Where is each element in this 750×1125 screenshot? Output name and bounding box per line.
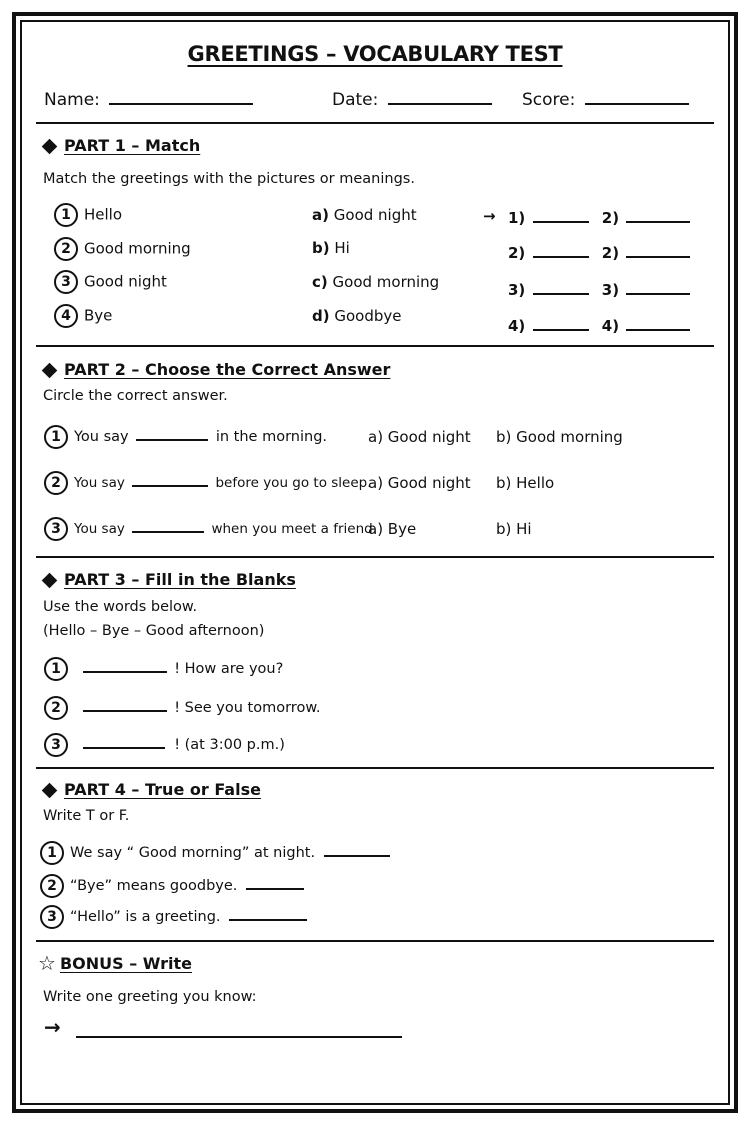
choice-option[interactable]: a) Bye bbox=[368, 520, 417, 538]
match-item: 3 Good night bbox=[54, 270, 167, 294]
name-field[interactable] bbox=[44, 87, 253, 110]
name-label: Name: bbox=[44, 90, 100, 110]
question-row: 3 You say when you meet a friend. bbox=[44, 517, 377, 541]
part3-instruction: Use the words below. bbox=[43, 599, 198, 615]
diamond-icon bbox=[42, 572, 58, 588]
arrow-icon: → bbox=[483, 207, 496, 225]
fill-item: 3 ! (at 3:00 p.m.) bbox=[44, 733, 285, 757]
date-field[interactable] bbox=[332, 87, 492, 110]
divider bbox=[36, 556, 714, 558]
score-label: Score: bbox=[522, 90, 576, 110]
answer-blank[interactable] bbox=[324, 842, 390, 857]
part1-heading: PART 1 – Match bbox=[40, 136, 200, 155]
tf-item: 2 “Bye” means goodbye. bbox=[40, 874, 304, 898]
match-item: 1 Hello bbox=[54, 203, 122, 227]
answer-blank[interactable] bbox=[132, 472, 208, 487]
answer-blank[interactable] bbox=[83, 734, 165, 749]
answer-blank[interactable] bbox=[83, 697, 167, 712]
divider bbox=[36, 122, 714, 124]
divider bbox=[36, 940, 714, 942]
match-item: 4 Bye bbox=[54, 304, 112, 328]
date-blank[interactable] bbox=[388, 87, 492, 105]
word-bank: (Hello – Bye – Good afternoon) bbox=[43, 623, 265, 639]
question-row: 2 You say before you go to sleep. bbox=[44, 471, 372, 495]
arrow-icon: → bbox=[44, 1015, 61, 1039]
part4-instruction: Write T or F. bbox=[43, 808, 130, 824]
answer-blank[interactable] bbox=[136, 426, 208, 441]
choice-option[interactable]: a) Good night bbox=[368, 428, 471, 446]
tf-item: 1 We say “ Good morning” at night. bbox=[40, 841, 390, 865]
divider bbox=[36, 767, 714, 769]
part4-heading: PART 4 – True or False bbox=[40, 780, 261, 799]
answer-row[interactable]: 2) 2) bbox=[508, 242, 690, 262]
match-option: a) Good night bbox=[312, 206, 417, 224]
match-option: c) Good morning bbox=[312, 273, 440, 291]
score-field[interactable] bbox=[522, 87, 689, 110]
choice-option[interactable]: b) Good morning bbox=[496, 428, 623, 446]
part1-instruction: Match the greetings with the pictures or meanings. bbox=[43, 171, 415, 187]
fill-item: 1 ! How are you? bbox=[44, 657, 283, 681]
page-title: GREETINGS – VOCABULARY TEST bbox=[187, 42, 563, 66]
date-label: Date: bbox=[332, 90, 379, 110]
choice-option[interactable]: b) Hello bbox=[496, 474, 555, 492]
answer-row[interactable]: 3) 3) bbox=[508, 279, 690, 299]
score-blank[interactable] bbox=[585, 87, 689, 105]
fill-item: 2 ! See you tomorrow. bbox=[44, 696, 320, 720]
match-option: b) Hi bbox=[312, 239, 350, 257]
bonus-instruction: Write one greeting you know: bbox=[43, 989, 257, 1005]
part2-heading: PART 2 – Choose the Correct Answer bbox=[40, 360, 390, 379]
part2-instruction: Circle the correct answer. bbox=[43, 388, 228, 404]
answer-blank[interactable] bbox=[246, 875, 304, 890]
star-icon: ☆ bbox=[38, 951, 56, 975]
name-blank[interactable] bbox=[109, 87, 253, 105]
answer-blank[interactable] bbox=[229, 906, 307, 921]
diamond-icon bbox=[42, 138, 58, 154]
answer-row[interactable]: 4) 4) bbox=[508, 315, 690, 335]
choice-option[interactable]: b) Hi bbox=[496, 520, 532, 538]
match-item: 2 Good morning bbox=[54, 237, 191, 261]
bonus-answer-line[interactable] bbox=[76, 1036, 402, 1038]
divider bbox=[36, 345, 714, 347]
tf-item: 3 “Hello” is a greeting. bbox=[40, 905, 307, 929]
bonus-heading: ☆ BONUS – Write bbox=[38, 951, 193, 975]
part3-heading: PART 3 – Fill in the Blanks bbox=[40, 570, 296, 589]
answer-row[interactable]: 1) 2) bbox=[508, 207, 690, 227]
choice-option[interactable]: a) Good night bbox=[368, 474, 471, 492]
match-option: d) Goodbye bbox=[312, 307, 402, 325]
answer-blank[interactable] bbox=[132, 518, 204, 533]
diamond-icon bbox=[42, 782, 58, 798]
diamond-icon bbox=[42, 362, 58, 378]
answer-blank[interactable] bbox=[83, 658, 167, 673]
question-row: 1 You say in the morning. bbox=[44, 425, 327, 449]
